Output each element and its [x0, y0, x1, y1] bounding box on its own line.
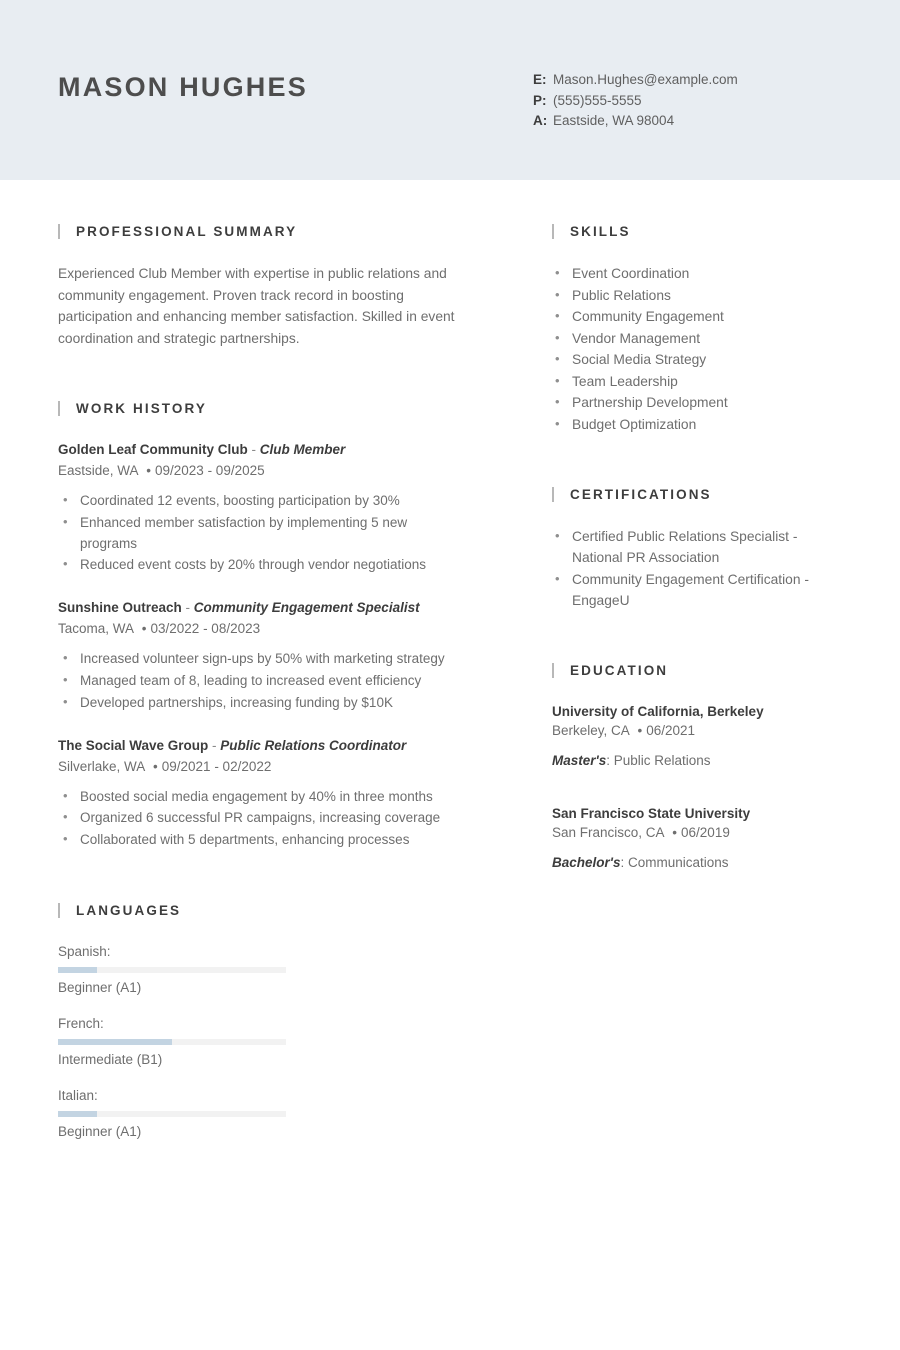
education-entry	[552, 804, 840, 872]
job-location: Silverlake, WA	[58, 758, 146, 774]
certifications-list	[552, 526, 840, 611]
section-title-work-history: WORK HISTORY	[76, 401, 207, 416]
language-level: Intermediate (B1)	[58, 1051, 163, 1067]
bullet-separator-icon: •	[633, 723, 643, 738]
name-block	[58, 58, 533, 103]
education-degree-label: Bachelor's	[552, 855, 621, 870]
bullet-separator-icon: •	[149, 758, 158, 774]
education-location: Berkeley, CA	[552, 723, 630, 738]
job-title-line	[58, 598, 460, 617]
education-meta	[552, 823, 840, 843]
education-location: San Francisco, CA	[552, 825, 665, 840]
education-school: San Francisco State University	[552, 806, 751, 821]
language-proficiency-fill	[58, 1111, 97, 1117]
contact-row-email	[533, 70, 738, 91]
section-certifications	[552, 487, 840, 611]
job-role: Public Relations Coordinator	[220, 737, 407, 753]
language-level: Beginner (A1)	[58, 1123, 142, 1139]
work-history-entry	[58, 736, 460, 851]
resume-body	[0, 180, 900, 1158]
list-item: • Developed partnerships, increasing funding by $10K	[58, 693, 460, 714]
language-name: Italian:	[58, 1087, 98, 1103]
work-history-entry	[58, 440, 460, 576]
section-languages	[58, 903, 460, 1158]
spacer	[58, 873, 460, 903]
list-item: • Certified Public Relations Specialist - National PR Association	[552, 526, 840, 568]
language-proficiency-fill	[58, 967, 97, 973]
job-company: Golden Leaf Community Club	[58, 442, 248, 457]
job-meta	[58, 619, 460, 639]
accent-bar-icon	[552, 224, 554, 239]
accent-bar-icon	[552, 487, 554, 502]
section-title-education: EDUCATION	[570, 663, 669, 678]
list-item: • Public Relations	[552, 285, 840, 306]
section-skills	[552, 224, 840, 435]
education-degree-field: : Communications	[620, 855, 729, 870]
contact-value-address: Eastside, WA 98004	[553, 113, 675, 128]
left-column	[0, 224, 500, 1158]
list-item: • Team Leadership	[552, 371, 840, 392]
list-item: • Event Coordination	[552, 263, 840, 284]
section-heading	[58, 903, 460, 918]
section-title-professional-summary: PROFESSIONAL SUMMARY	[76, 224, 298, 239]
list-item: • Collaborated with 5 departments, enhancing processes	[58, 830, 460, 851]
contact-label-email: E:	[533, 72, 547, 87]
job-title-line	[58, 736, 460, 755]
language-item-italian	[58, 1086, 286, 1142]
job-bullets	[58, 491, 460, 576]
section-heading	[552, 487, 840, 502]
accent-bar-icon	[58, 401, 60, 416]
education-entry	[552, 702, 840, 770]
job-bullets	[58, 787, 460, 851]
education-degree	[552, 853, 840, 872]
list-item: • Enhanced member satisfaction by implementing 5 new programs	[58, 513, 460, 555]
contact-value-phone[interactable]: (555)555-5555	[553, 92, 642, 108]
bullet-separator-icon: •	[142, 463, 152, 478]
language-proficiency-track	[58, 1111, 286, 1117]
list-item: • Managed team of 8, leading to increased event efficiency	[58, 671, 460, 692]
job-bullets	[58, 649, 460, 713]
education-degree-field: : Public Relations	[606, 753, 711, 768]
job-dates: 09/2023 - 09/2025	[155, 463, 265, 478]
section-title-skills: SKILLS	[570, 224, 631, 239]
contact-label-phone: P:	[533, 92, 547, 108]
list-item: • Reduced event costs by 20% through vendor negotiations	[58, 555, 460, 576]
language-level: Beginner (A1)	[58, 979, 142, 995]
list-item: • Budget Optimization	[552, 414, 840, 435]
job-location: Tacoma, WA	[58, 621, 135, 637]
contact-row-phone	[533, 91, 738, 112]
section-title-certifications: CERTIFICATIONS	[570, 487, 712, 502]
spacer	[552, 786, 840, 804]
list-item: • Community Engagement	[552, 306, 840, 327]
section-work-history	[58, 401, 460, 851]
work-history-entry	[58, 598, 460, 713]
section-education	[552, 663, 840, 872]
skills-list	[552, 263, 840, 435]
job-separator: -	[247, 442, 260, 457]
list-item: • Social Media Strategy	[552, 349, 840, 370]
job-location: Eastside, WA	[58, 463, 139, 478]
section-heading	[552, 224, 840, 239]
spacer	[552, 435, 840, 487]
languages-grid	[58, 942, 460, 1158]
education-date: 06/2019	[681, 825, 730, 840]
contact-block	[533, 58, 738, 132]
education-date: 06/2021	[646, 723, 696, 738]
education-degree-label: Master's	[552, 753, 607, 768]
language-item-french	[58, 1014, 286, 1070]
education-degree	[552, 751, 840, 770]
list-item: • Boosted social media engagement by 40% in three months	[58, 787, 460, 808]
page-title: MASON HUGHES	[58, 72, 308, 102]
spacer	[58, 349, 460, 401]
language-item-spanish	[58, 942, 286, 998]
language-proficiency-track	[58, 967, 286, 973]
bullet-separator-icon: •	[668, 825, 678, 840]
job-meta	[58, 461, 460, 481]
contact-row-address	[533, 111, 738, 132]
accent-bar-icon	[58, 224, 60, 239]
job-role: Club Member	[259, 442, 346, 457]
list-item: • Coordinated 12 events, boosting participation by 30%	[58, 491, 460, 512]
right-column	[500, 224, 900, 1158]
job-company: The Social Wave Group	[58, 737, 209, 753]
section-title-languages: LANGUAGES	[76, 902, 182, 918]
section-heading	[552, 663, 840, 678]
job-separator: -	[181, 600, 194, 616]
accent-bar-icon	[552, 663, 554, 678]
section-heading	[58, 401, 460, 416]
job-title-line	[58, 440, 460, 459]
language-proficiency-fill	[58, 1039, 172, 1045]
bullet-separator-icon: •	[138, 621, 147, 637]
education-meta	[552, 721, 840, 741]
job-company: Sunshine Outreach	[58, 600, 182, 616]
job-separator: -	[208, 737, 221, 753]
list-item: • Partnership Development	[552, 392, 840, 413]
language-proficiency-track	[58, 1039, 286, 1045]
job-dates: 09/2021 - 02/2022	[161, 758, 272, 774]
contact-value-email[interactable]: Mason.Hughes@example.com	[553, 72, 738, 87]
job-dates: 03/2022 - 08/2023	[150, 621, 261, 637]
list-item: • Vendor Management	[552, 328, 840, 349]
list-item: • Community Engagement Certification - EngageU	[552, 569, 840, 611]
section-heading	[58, 224, 460, 239]
contact-label-address: A:	[533, 113, 548, 128]
professional-summary-text: Experienced Club Member with expertise in public relations and community engagement. Proven track record in boosting participation and enhancing member satisfaction. Skilled in event coordination and strategic partnerships.	[58, 266, 455, 346]
spacer	[552, 611, 840, 663]
language-name: Spanish:	[58, 943, 111, 959]
accent-bar-icon	[58, 903, 60, 918]
education-school: University of California, Berkeley	[552, 704, 764, 719]
job-meta	[58, 757, 460, 777]
list-item: • Organized 6 successful PR campaigns, increasing coverage	[58, 808, 460, 829]
job-role: Community Engagement Specialist	[193, 600, 420, 616]
list-item: • Increased volunteer sign-ups by 50% with marketing strategy	[58, 649, 460, 670]
resume-header	[0, 0, 900, 180]
section-professional-summary	[58, 224, 460, 349]
language-name: French:	[58, 1015, 104, 1031]
